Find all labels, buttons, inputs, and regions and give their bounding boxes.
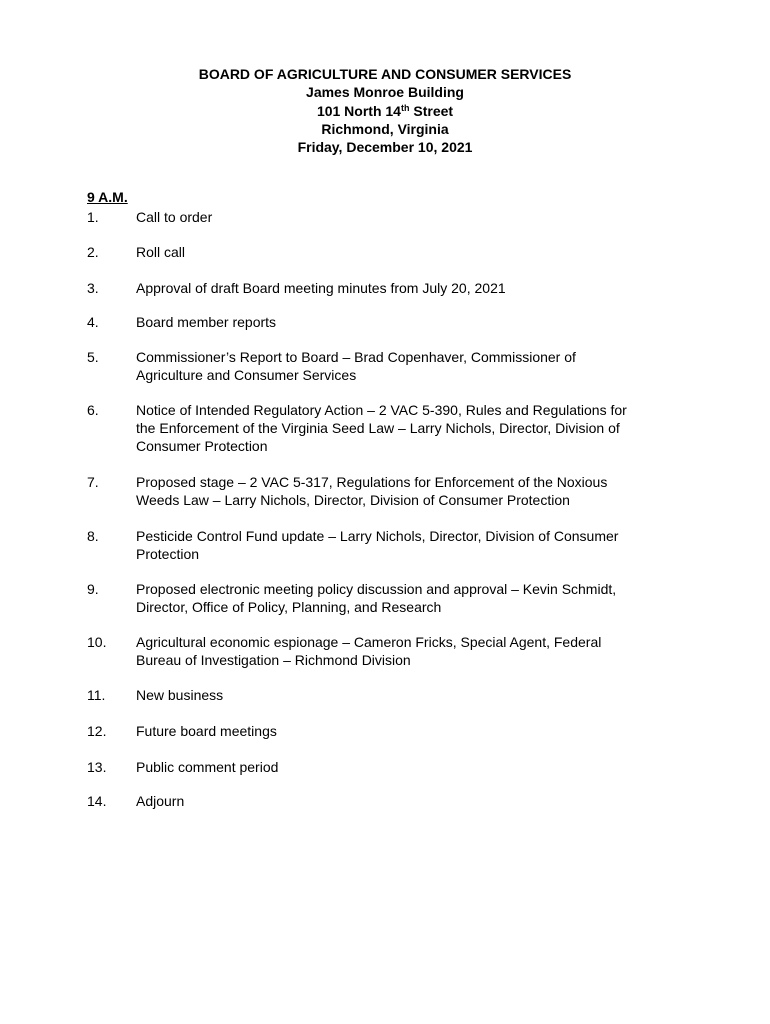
item-number: 4. [87,314,99,330]
agenda-item [87,243,687,261]
item-text-line: the Enforcement of the Virginia Seed Law – Larry Nichols, Director, Division of [136,420,620,436]
item-text: Roll call [136,244,186,260]
item-text: Public comment period [136,759,279,775]
item-text-line: Director, Office of Policy, Planning, and Research [136,599,442,615]
item-text: Call to order [136,209,213,225]
item-text-line: Bureau of Investigation – Richmond Division [136,652,411,668]
item-number: 7. [87,474,99,490]
agenda-item [87,401,687,455]
agenda-header [0,65,770,156]
item-number: 8. [87,528,99,544]
street-address: 101 North 14th Street [316,102,454,119]
building-name: James Monroe Building [306,84,464,101]
item-number: 10. [87,634,107,650]
agenda-item [87,722,687,740]
agenda-item [87,633,687,669]
meeting-date: Friday, December 10, 2021 [297,139,473,156]
agenda-item [87,686,687,704]
item-number: 11. [87,687,106,703]
agenda-item [87,792,687,810]
agenda-item [87,473,687,509]
agenda-item [87,313,687,331]
item-text: Future board meetings [136,723,277,739]
item-text-line: Notice of Intended Regulatory Action – 2 VAC 5-390, Rules and Regulations for [136,402,627,418]
item-number: 3. [87,280,99,296]
item-number: 1. [87,209,99,225]
item-number: 12. [87,723,107,739]
item-number: 13. [87,759,107,775]
item-text: Approval of draft Board meeting minutes from July 20, 2021 [136,280,506,296]
item-text: Adjourn [136,793,185,809]
item-text-line: Consumer Protection [136,438,268,454]
organization-title: BOARD OF AGRICULTURE AND CONSUMER SERVICES [198,66,572,82]
item-text-line: Pesticide Control Fund update – Larry Nichols, Director, Division of Consumer [136,528,619,544]
item-number: 2. [87,244,99,260]
item-number: 14. [87,793,107,809]
item-number: 5. [87,349,99,365]
agenda-item [87,348,687,384]
item-text-line: Protection [136,546,200,562]
item-text-line: Proposed electronic meeting policy discussion and approval – Kevin Schmidt, [136,581,617,597]
item-text-line: Weeds Law – Larry Nichols, Director, Division of Consumer Protection [136,492,570,508]
agenda-item [87,527,687,563]
agenda-item [87,279,687,297]
item-text-line: Proposed stage – 2 VAC 5-317, Regulations for Enforcement of the Noxious [136,474,608,490]
agenda-item [87,208,687,226]
item-number: 6. [87,402,99,418]
item-text-line: Agricultural economic espionage – Cameron Fricks, Special Agent, Federal [136,634,602,650]
item-text-line: Commissioner’s Report to Board – Brad Copenhaver, Commissioner of [136,349,576,365]
item-text-line: Agriculture and Consumer Services [136,367,357,383]
agenda-item [87,758,687,776]
time-heading: 9 A.M. [87,189,128,205]
agenda-item [87,580,687,616]
item-text: Board member reports [136,314,277,330]
item-number: 9. [87,581,99,597]
item-text: New business [136,687,224,703]
city-state: Richmond, Virginia [321,120,449,137]
